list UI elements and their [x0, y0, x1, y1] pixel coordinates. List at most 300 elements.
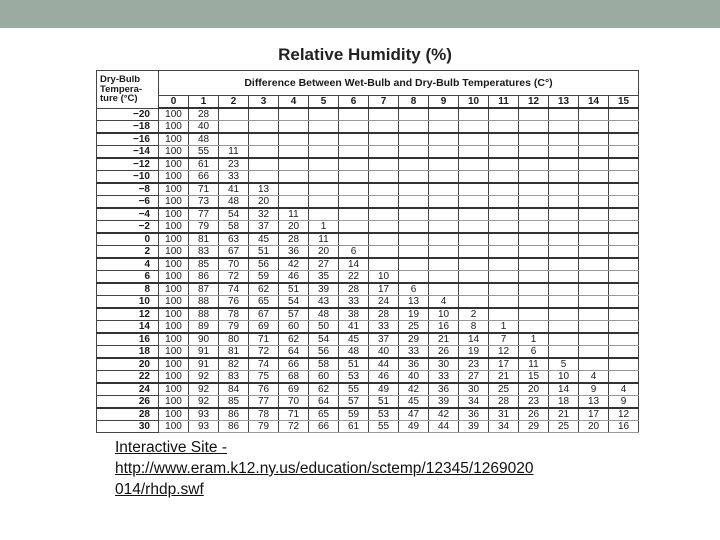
humidity-cell: 78 [249, 408, 279, 421]
humidity-cell [519, 271, 549, 284]
humidity-cell: 74 [219, 283, 249, 296]
humidity-cell: 51 [279, 283, 309, 296]
table-row [97, 308, 639, 321]
humidity-cell [459, 171, 489, 184]
table-row [97, 196, 639, 209]
table-row [97, 171, 639, 184]
humidity-cell: 45 [339, 333, 369, 346]
humidity-cell: 86 [219, 421, 249, 433]
humidity-cell [309, 171, 339, 184]
humidity-cell [399, 171, 429, 184]
humidity-cell [459, 246, 489, 259]
humidity-cell: 38 [339, 308, 369, 321]
humidity-cell: 100 [159, 221, 189, 234]
humidity-cell: 7 [489, 333, 519, 346]
humidity-cell [549, 196, 579, 209]
humidity-cell [489, 308, 519, 321]
humidity-cell: 67 [219, 246, 249, 259]
humidity-cell [579, 133, 609, 146]
humidity-cell: 30 [429, 358, 459, 371]
humidity-cell: 44 [369, 358, 399, 371]
humidity-cell: 100 [159, 196, 189, 209]
humidity-cell [519, 283, 549, 296]
humidity-cell [519, 233, 549, 246]
humidity-cell: 100 [159, 321, 189, 334]
humidity-cell: 93 [189, 421, 219, 433]
humidity-cell [339, 221, 369, 234]
humidity-cell: 9 [579, 383, 609, 396]
humidity-cell: 88 [189, 296, 219, 309]
humidity-cell [369, 183, 399, 196]
humidity-cell [579, 121, 609, 134]
humidity-cell: 28 [189, 108, 219, 121]
humidity-cell: 4 [579, 371, 609, 384]
humidity-cell [399, 221, 429, 234]
humidity-cell [279, 183, 309, 196]
column-header: 2 [219, 96, 249, 109]
humidity-cell: 100 [159, 108, 189, 121]
humidity-cell: 28 [489, 396, 519, 409]
humidity-cell: 64 [279, 346, 309, 359]
humidity-cell: 87 [189, 283, 219, 296]
humidity-cell: 55 [369, 421, 399, 433]
humidity-cell: 53 [339, 371, 369, 384]
humidity-cell [429, 196, 459, 209]
table-row [97, 271, 639, 284]
humidity-cell [399, 271, 429, 284]
humidity-cell: 48 [309, 308, 339, 321]
humidity-cell [489, 196, 519, 209]
humidity-cell [489, 121, 519, 134]
humidity-cell [579, 271, 609, 284]
column-header: 7 [369, 96, 399, 109]
humidity-cell [219, 121, 249, 134]
dry-bulb-cell: −10 [97, 171, 159, 184]
humidity-cell: 69 [279, 383, 309, 396]
humidity-cell: 55 [189, 146, 219, 159]
humidity-cell: 42 [279, 258, 309, 271]
humidity-cell [549, 108, 579, 121]
table-row [97, 221, 639, 234]
humidity-cell [429, 108, 459, 121]
column-header-row [97, 96, 639, 109]
humidity-cell: 78 [219, 308, 249, 321]
link-url-line-2[interactable]: 014/rhdp.swf [115, 481, 204, 498]
humidity-cell [489, 146, 519, 159]
humidity-cell: 70 [219, 258, 249, 271]
humidity-cell: 16 [429, 321, 459, 334]
dry-bulb-cell: −6 [97, 196, 159, 209]
humidity-cell: 48 [189, 133, 219, 146]
humidity-cell: 69 [249, 321, 279, 334]
humidity-cell: 100 [159, 421, 189, 433]
dry-bulb-cell: −16 [97, 133, 159, 146]
humidity-cell: 93 [189, 408, 219, 421]
humidity-cell: 92 [189, 396, 219, 409]
humidity-cell [609, 221, 639, 234]
humidity-cell: 33 [399, 346, 429, 359]
humidity-cell: 19 [459, 346, 489, 359]
humidity-cell [609, 333, 639, 346]
humidity-cell [399, 208, 429, 221]
humidity-cell: 37 [369, 333, 399, 346]
dry-bulb-cell: 18 [97, 346, 159, 359]
humidity-cell [219, 108, 249, 121]
dry-bulb-cell: −18 [97, 121, 159, 134]
humidity-cell: 28 [339, 283, 369, 296]
humidity-cell: 100 [159, 296, 189, 309]
humidity-cell: 100 [159, 158, 189, 171]
difference-header: Difference Between Wet-Bulb and Dry-Bulb Temperatures (C°) [159, 71, 639, 96]
humidity-cell: 62 [309, 383, 339, 396]
humidity-cell [609, 321, 639, 334]
humidity-cell [549, 133, 579, 146]
humidity-cell [369, 221, 399, 234]
link-url-line-1[interactable]: http://www.eram.k12.ny.us/education/sctemp/12345/1269020 [115, 460, 534, 477]
humidity-cell: 80 [219, 333, 249, 346]
humidity-cell: 41 [339, 321, 369, 334]
humidity-cell: 23 [219, 158, 249, 171]
table-row [97, 121, 639, 134]
humidity-cell: 12 [609, 408, 639, 421]
humidity-cell [219, 133, 249, 146]
humidity-cell [459, 158, 489, 171]
humidity-cell [579, 146, 609, 159]
humidity-cell: 54 [219, 208, 249, 221]
humidity-cell [399, 158, 429, 171]
humidity-cell: 12 [489, 346, 519, 359]
humidity-cell: 51 [249, 246, 279, 259]
humidity-cell [459, 121, 489, 134]
humidity-cell [459, 258, 489, 271]
humidity-cell: 21 [429, 333, 459, 346]
humidity-cell [489, 271, 519, 284]
humidity-cell [339, 183, 369, 196]
humidity-cell: 66 [279, 358, 309, 371]
humidity-cell: 42 [399, 383, 429, 396]
humidity-cell [489, 246, 519, 259]
humidity-cell: 61 [339, 421, 369, 433]
humidity-cell: 79 [189, 221, 219, 234]
humidity-cell [549, 158, 579, 171]
humidity-cell: 85 [189, 258, 219, 271]
humidity-cell [339, 158, 369, 171]
humidity-cell [519, 133, 549, 146]
table-row [97, 208, 639, 221]
humidity-cell: 20 [579, 421, 609, 433]
humidity-cell: 56 [249, 258, 279, 271]
humidity-cell: 44 [429, 421, 459, 433]
humidity-cell [549, 346, 579, 359]
humidity-cell [609, 358, 639, 371]
dry-bulb-cell: 28 [97, 408, 159, 421]
humidity-cell: 91 [189, 358, 219, 371]
humidity-cell: 17 [369, 283, 399, 296]
dry-bulb-cell: −8 [97, 183, 159, 196]
humidity-table-container [96, 70, 639, 432]
dry-bulb-cell: −12 [97, 158, 159, 171]
table-row [97, 408, 639, 421]
humidity-cell [579, 221, 609, 234]
humidity-cell [579, 333, 609, 346]
humidity-cell: 39 [309, 283, 339, 296]
humidity-cell: 68 [279, 371, 309, 384]
humidity-cell [459, 196, 489, 209]
humidity-cell: 34 [489, 421, 519, 433]
table-row [97, 296, 639, 309]
humidity-cell [429, 271, 459, 284]
humidity-cell [339, 171, 369, 184]
humidity-cell [339, 108, 369, 121]
humidity-cell: 57 [279, 308, 309, 321]
humidity-cell: 65 [309, 408, 339, 421]
humidity-cell [519, 296, 549, 309]
dry-bulb-cell: 6 [97, 271, 159, 284]
humidity-cell [369, 246, 399, 259]
humidity-cell: 14 [459, 333, 489, 346]
humidity-cell [279, 146, 309, 159]
humidity-cell: 49 [369, 383, 399, 396]
humidity-cell [579, 358, 609, 371]
humidity-cell [279, 133, 309, 146]
humidity-cell [429, 158, 459, 171]
dry-bulb-cell: −2 [97, 221, 159, 234]
humidity-cell: 100 [159, 183, 189, 196]
humidity-cell: 37 [249, 221, 279, 234]
humidity-cell: 13 [249, 183, 279, 196]
humidity-cell: 9 [609, 396, 639, 409]
humidity-cell: 4 [429, 296, 459, 309]
humidity-cell [609, 371, 639, 384]
top-bar [0, 0, 720, 28]
humidity-cell [519, 108, 549, 121]
humidity-cell: 84 [219, 383, 249, 396]
humidity-cell [609, 271, 639, 284]
humidity-cell [369, 258, 399, 271]
humidity-cell [549, 233, 579, 246]
humidity-cell [249, 158, 279, 171]
humidity-cell [279, 171, 309, 184]
humidity-cell [399, 196, 429, 209]
humidity-cell: 28 [279, 233, 309, 246]
humidity-cell: 25 [399, 321, 429, 334]
humidity-cell [369, 196, 399, 209]
dry-bulb-cell: 12 [97, 308, 159, 321]
humidity-cell: 16 [609, 421, 639, 433]
humidity-cell: 27 [459, 371, 489, 384]
humidity-cell: 36 [429, 383, 459, 396]
humidity-cell [519, 208, 549, 221]
humidity-cell [369, 108, 399, 121]
table-row [97, 183, 639, 196]
humidity-cell [459, 283, 489, 296]
humidity-cell: 21 [489, 371, 519, 384]
humidity-cell [459, 146, 489, 159]
humidity-cell: 36 [459, 408, 489, 421]
humidity-cell [339, 196, 369, 209]
humidity-cell: 100 [159, 408, 189, 421]
humidity-cell: 58 [219, 221, 249, 234]
table-row [97, 283, 639, 296]
column-header: 8 [399, 96, 429, 109]
humidity-cell [609, 183, 639, 196]
humidity-cell [579, 346, 609, 359]
link-label[interactable]: Interactive Site - [115, 439, 227, 456]
humidity-cell: 32 [249, 208, 279, 221]
humidity-cell: 25 [549, 421, 579, 433]
humidity-cell [519, 246, 549, 259]
humidity-cell [549, 283, 579, 296]
humidity-cell: 33 [219, 171, 249, 184]
humidity-cell [609, 133, 639, 146]
humidity-cell [489, 296, 519, 309]
humidity-cell: 58 [309, 358, 339, 371]
humidity-cell [609, 208, 639, 221]
humidity-cell: 19 [399, 308, 429, 321]
humidity-cell [459, 108, 489, 121]
humidity-cell [369, 133, 399, 146]
table-body [97, 108, 639, 433]
humidity-cell: 76 [249, 383, 279, 396]
humidity-cell [519, 171, 549, 184]
humidity-cell [549, 171, 579, 184]
humidity-cell [339, 208, 369, 221]
humidity-cell: 100 [159, 358, 189, 371]
humidity-cell: 45 [249, 233, 279, 246]
table-row [97, 158, 639, 171]
table-row [97, 421, 639, 433]
humidity-cell: 50 [309, 321, 339, 334]
humidity-cell [279, 158, 309, 171]
column-header: 13 [549, 96, 579, 109]
humidity-cell: 48 [219, 196, 249, 209]
humidity-cell: 15 [519, 371, 549, 384]
humidity-cell: 100 [159, 283, 189, 296]
humidity-cell [549, 271, 579, 284]
interactive-site-link[interactable] [115, 437, 635, 500]
humidity-cell: 60 [309, 371, 339, 384]
humidity-cell: 41 [219, 183, 249, 196]
humidity-cell [489, 258, 519, 271]
humidity-cell [519, 258, 549, 271]
humidity-cell: 10 [429, 308, 459, 321]
humidity-cell [519, 321, 549, 334]
humidity-cell: 26 [429, 346, 459, 359]
humidity-cell [549, 321, 579, 334]
humidity-cell: 100 [159, 396, 189, 409]
humidity-cell: 55 [339, 383, 369, 396]
humidity-cell: 72 [279, 421, 309, 433]
humidity-cell [579, 171, 609, 184]
humidity-cell [489, 133, 519, 146]
humidity-cell [249, 121, 279, 134]
humidity-cell [609, 246, 639, 259]
humidity-cell [459, 296, 489, 309]
humidity-cell [249, 146, 279, 159]
humidity-cell [609, 308, 639, 321]
humidity-cell: 36 [399, 358, 429, 371]
dry-bulb-cell: 24 [97, 383, 159, 396]
humidity-cell: 54 [279, 296, 309, 309]
humidity-cell: 100 [159, 171, 189, 184]
humidity-cell [519, 196, 549, 209]
table-row [97, 333, 639, 346]
humidity-cell: 33 [339, 296, 369, 309]
humidity-cell: 64 [309, 396, 339, 409]
dry-bulb-cell: 26 [97, 396, 159, 409]
humidity-cell: 72 [219, 271, 249, 284]
humidity-cell [609, 296, 639, 309]
humidity-cell: 71 [249, 333, 279, 346]
column-header: 1 [189, 96, 219, 109]
humidity-cell [279, 108, 309, 121]
humidity-cell: 76 [219, 296, 249, 309]
humidity-cell [579, 321, 609, 334]
humidity-cell: 53 [369, 408, 399, 421]
humidity-cell: 100 [159, 333, 189, 346]
humidity-cell: 49 [399, 421, 429, 433]
humidity-cell: 72 [249, 346, 279, 359]
humidity-cell: 20 [249, 196, 279, 209]
humidity-cell [549, 183, 579, 196]
dry-bulb-cell: 2 [97, 246, 159, 259]
humidity-cell [519, 121, 549, 134]
humidity-cell: 22 [339, 271, 369, 284]
humidity-cell [399, 258, 429, 271]
humidity-cell [429, 183, 459, 196]
humidity-cell: 81 [189, 233, 219, 246]
dry-bulb-header: Dry-Bulb Tempera-ture (°C) [97, 71, 159, 109]
table-row [97, 258, 639, 271]
humidity-cell: 20 [279, 221, 309, 234]
humidity-cell: 81 [219, 346, 249, 359]
humidity-cell [459, 271, 489, 284]
humidity-cell [459, 208, 489, 221]
humidity-cell: 86 [189, 271, 219, 284]
humidity-cell [339, 233, 369, 246]
humidity-cell: 61 [189, 158, 219, 171]
humidity-cell: 28 [369, 308, 399, 321]
column-header: 9 [429, 96, 459, 109]
humidity-cell [579, 296, 609, 309]
humidity-cell: 33 [429, 371, 459, 384]
humidity-cell: 11 [219, 146, 249, 159]
humidity-cell [549, 221, 579, 234]
dry-bulb-cell: 0 [97, 233, 159, 246]
humidity-cell [309, 108, 339, 121]
humidity-cell [519, 183, 549, 196]
humidity-cell [549, 333, 579, 346]
humidity-cell: 33 [369, 321, 399, 334]
table-row [97, 233, 639, 246]
humidity-cell: 23 [519, 396, 549, 409]
dry-bulb-cell: 4 [97, 258, 159, 271]
humidity-cell: 100 [159, 246, 189, 259]
table-row [97, 383, 639, 396]
humidity-cell [609, 158, 639, 171]
humidity-cell [279, 196, 309, 209]
humidity-cell: 51 [339, 358, 369, 371]
dry-bulb-cell: 20 [97, 358, 159, 371]
humidity-cell: 25 [489, 383, 519, 396]
table-row [97, 108, 639, 121]
humidity-cell: 21 [549, 408, 579, 421]
humidity-cell [579, 183, 609, 196]
humidity-cell: 100 [159, 271, 189, 284]
humidity-cell: 100 [159, 383, 189, 396]
humidity-cell: 13 [399, 296, 429, 309]
humidity-cell: 82 [219, 358, 249, 371]
